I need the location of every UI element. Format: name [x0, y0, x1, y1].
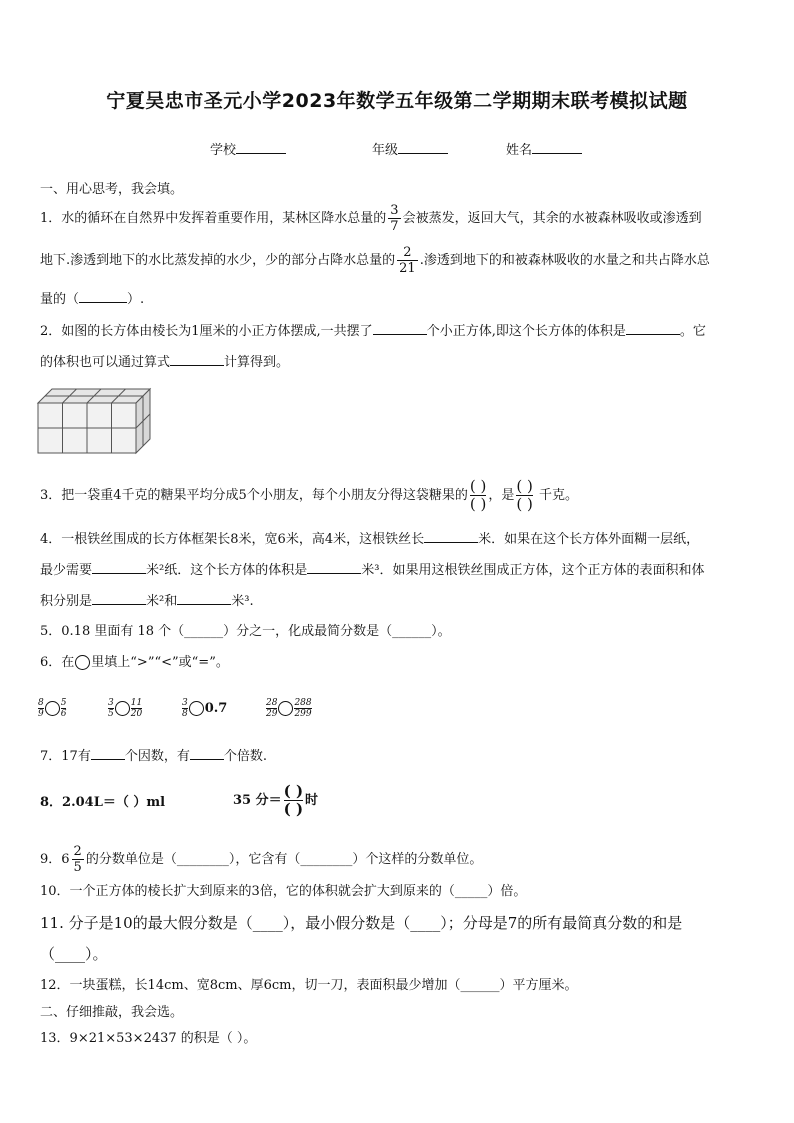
q4-text-5: 米³．如果用这根铁丝围成正方体，这个正方体的表面积和体: [361, 563, 705, 578]
q2-text-4: 的体积也可以通过算式: [40, 355, 171, 370]
q1-text-6: ）.: [127, 292, 145, 307]
question-10: 10．一个正方体的棱长扩大到原来的3倍，它的体积就会扩大到原来的（_____）倍。: [40, 884, 527, 899]
q4-text-2: 米．如果在这个长方体外面糊一层纸，: [478, 532, 700, 547]
question-4-line-2: [40, 561, 704, 580]
q8-frac-num: ( ): [283, 782, 304, 800]
question-11-line-1: 11. 分子是10的最大假分数是（____），最小假分数是（____）；分母是7的所有最简真分数的和是: [40, 914, 683, 932]
question-8-part-1: 8．2.04L＝（ ）ml: [40, 795, 166, 810]
q6-item2-a: $\frac{3}{5}$: [108, 698, 114, 719]
name-field[interactable]: [506, 141, 582, 160]
q7-text-2: 个因数，有: [124, 749, 190, 764]
q4-text-8: 米³.: [231, 594, 254, 609]
question-4-line-3: [40, 592, 254, 611]
q1-f2-num: 2: [403, 245, 412, 260]
q1-f1-den: 7: [390, 219, 399, 234]
q6-item4-a: $\frac{28}{29}$: [266, 698, 278, 719]
q7-blank-2[interactable]: [190, 747, 224, 760]
q6-item3-a: $\frac{3}{8}$: [182, 698, 188, 719]
question-1-line-2: [40, 245, 710, 276]
q4-text-7: 米²和: [146, 594, 178, 609]
q1-answer-blank[interactable]: [79, 290, 127, 303]
q6-text-2: 里填上“>”“<”或“=”。: [91, 655, 229, 670]
question-5: 5．0.18 里面有 18 个（______）分之一，化成最简分数是（______）。: [40, 624, 451, 639]
q9-fraction: [72, 844, 84, 875]
q7-blank-1[interactable]: [91, 747, 125, 760]
q3-text-2: ，是: [488, 488, 515, 503]
q1-text-5: 量的（: [40, 292, 80, 307]
q4-text-1: 4．一根铁丝围成的长方体框架长8米，宽6米，高4米，这根铁丝长: [40, 532, 425, 547]
q2-text-2: 个小正方体,即这个长方体的体积是: [426, 324, 626, 339]
q3-frac1-num: ( ): [469, 477, 487, 495]
section-2-heading: 二、仔细推敲，我会选。: [40, 1005, 184, 1020]
question-13: 13．9×21×53×2437 的积是（ ）。: [40, 1031, 257, 1046]
q2-text-1: 2．如图的长方体由棱长为1厘米的小正方体摆成,一共摆了: [40, 324, 373, 339]
q6-item-4: [266, 698, 312, 719]
q7-text-3: 个倍数.: [223, 749, 267, 764]
q9-f-den: 5: [73, 860, 82, 875]
q4-blank-4[interactable]: [92, 592, 146, 605]
q9-text-2: 的分数单位是（________），它含有（________）个这样的分数单位。: [85, 852, 483, 867]
q2-text-5: 计算得到。: [224, 355, 290, 370]
q2-blank-2[interactable]: [626, 322, 680, 335]
q4-blank-5[interactable]: [177, 592, 231, 605]
question-6: [40, 654, 229, 672]
school-blank[interactable]: [236, 141, 286, 154]
q8-text-3: 时: [305, 793, 319, 808]
question-3: [40, 478, 578, 513]
question-1-line-1: [40, 203, 702, 234]
q4-blank-3[interactable]: [307, 561, 361, 574]
question-2-line-2: [40, 353, 289, 372]
question-11-line-2: （____）。: [40, 945, 108, 963]
q3-text-3: 千克。: [538, 488, 578, 503]
question-2-line-1: [40, 322, 706, 341]
q3-text-1: 3．把一袋重4千克的糖果平均分成5个小朋友，每个小朋友分得这袋糖果的: [40, 488, 468, 503]
q6-item1-b: $\frac{5}{6}$: [60, 698, 67, 719]
q8-frac-den: ( ): [283, 800, 304, 818]
q6-item1-a: $\frac{8}{9}$: [38, 698, 44, 719]
q3-frac2-num: ( ): [516, 477, 533, 495]
q4-text-3: 最少需要: [40, 563, 93, 578]
cuboid-figure: [36, 383, 154, 455]
q6-item4-b: $\frac{288}{299}$: [294, 698, 312, 719]
q7-text-1: 7．17有: [40, 749, 91, 764]
q3-frac1-den: ( ): [469, 495, 487, 513]
q1-fraction-1: [388, 203, 400, 234]
q1-text-3: 地下.渗透到地下的水比蒸发掉的水少，少的部分占降水总量的: [40, 253, 396, 268]
question-12: 12．一块蛋糕，长14cm、宽8cm、厚6cm，切一刀，表面积最少增加（______）平方厘米。: [40, 978, 578, 993]
q6-item-3: [182, 698, 227, 719]
q1-f1-num: 3: [390, 203, 399, 218]
comparison-circle-icon: [75, 655, 90, 670]
question-7: [40, 747, 267, 766]
q8-fraction-blank[interactable]: [284, 783, 303, 818]
question-8-part-2: [233, 783, 318, 818]
q1-f2-den: 21: [399, 261, 416, 276]
name-blank[interactable]: [532, 141, 582, 154]
q2-text-3: 。它: [679, 324, 706, 339]
grade-blank[interactable]: [398, 141, 448, 154]
q2-blank-3[interactable]: [170, 353, 224, 366]
section-1-heading: 一、用心思考，我会填。: [40, 182, 184, 197]
q6-item-1: [38, 698, 66, 719]
q6-item3-b: 0.7: [204, 701, 228, 716]
question-1-line-3: [40, 290, 144, 309]
question-9: [40, 844, 482, 875]
question-4-line-1: [40, 530, 699, 549]
q4-text-4: 米²纸．这个长方体的体积是: [146, 563, 308, 578]
q4-blank-2[interactable]: [92, 561, 146, 574]
q8-text-2: 35 分＝: [233, 793, 282, 808]
q1-text-2: 会被蒸发，返回大气，其余的水被森林吸收或渗透到: [402, 211, 702, 226]
page-title: 宁夏吴忠市圣元小学2023年数学五年级第二学期期末联考模拟试题: [106, 90, 688, 112]
q4-blank-1[interactable]: [424, 530, 478, 543]
q3-fraction-blank-2[interactable]: [516, 478, 532, 513]
q6-text-1: 6．在: [40, 655, 75, 670]
q9-text-1: 9．6: [40, 852, 70, 867]
q1-fraction-2: [397, 245, 418, 276]
q1-text-4: .渗透到地下的和被森林吸收的水量之和共占降水总: [419, 253, 710, 268]
q6-item3-circle[interactable]: [189, 701, 204, 716]
q2-blank-1[interactable]: [373, 322, 427, 335]
school-label: 学校: [210, 143, 237, 158]
grade-label: 年级: [372, 143, 399, 158]
q3-frac2-den: ( ): [516, 495, 533, 513]
q6-item4-circle[interactable]: [278, 701, 293, 716]
grade-field[interactable]: [372, 141, 448, 160]
q3-fraction-blank-1[interactable]: [470, 478, 486, 513]
q6-item1-circle[interactable]: [45, 701, 60, 716]
school-field[interactable]: [210, 141, 286, 160]
q4-text-6: 积分别是: [40, 594, 93, 609]
q9-f-num: 2: [73, 844, 82, 859]
q6-item2-b: $\frac{11}{20}$: [130, 698, 143, 719]
q1-text-1: 1．水的循环在自然界中发挥着重要作用，某林区降水总量的: [40, 211, 387, 226]
q6-item2-circle[interactable]: [115, 701, 130, 716]
name-label: 姓名: [506, 143, 533, 158]
q6-item-2: [108, 698, 142, 719]
